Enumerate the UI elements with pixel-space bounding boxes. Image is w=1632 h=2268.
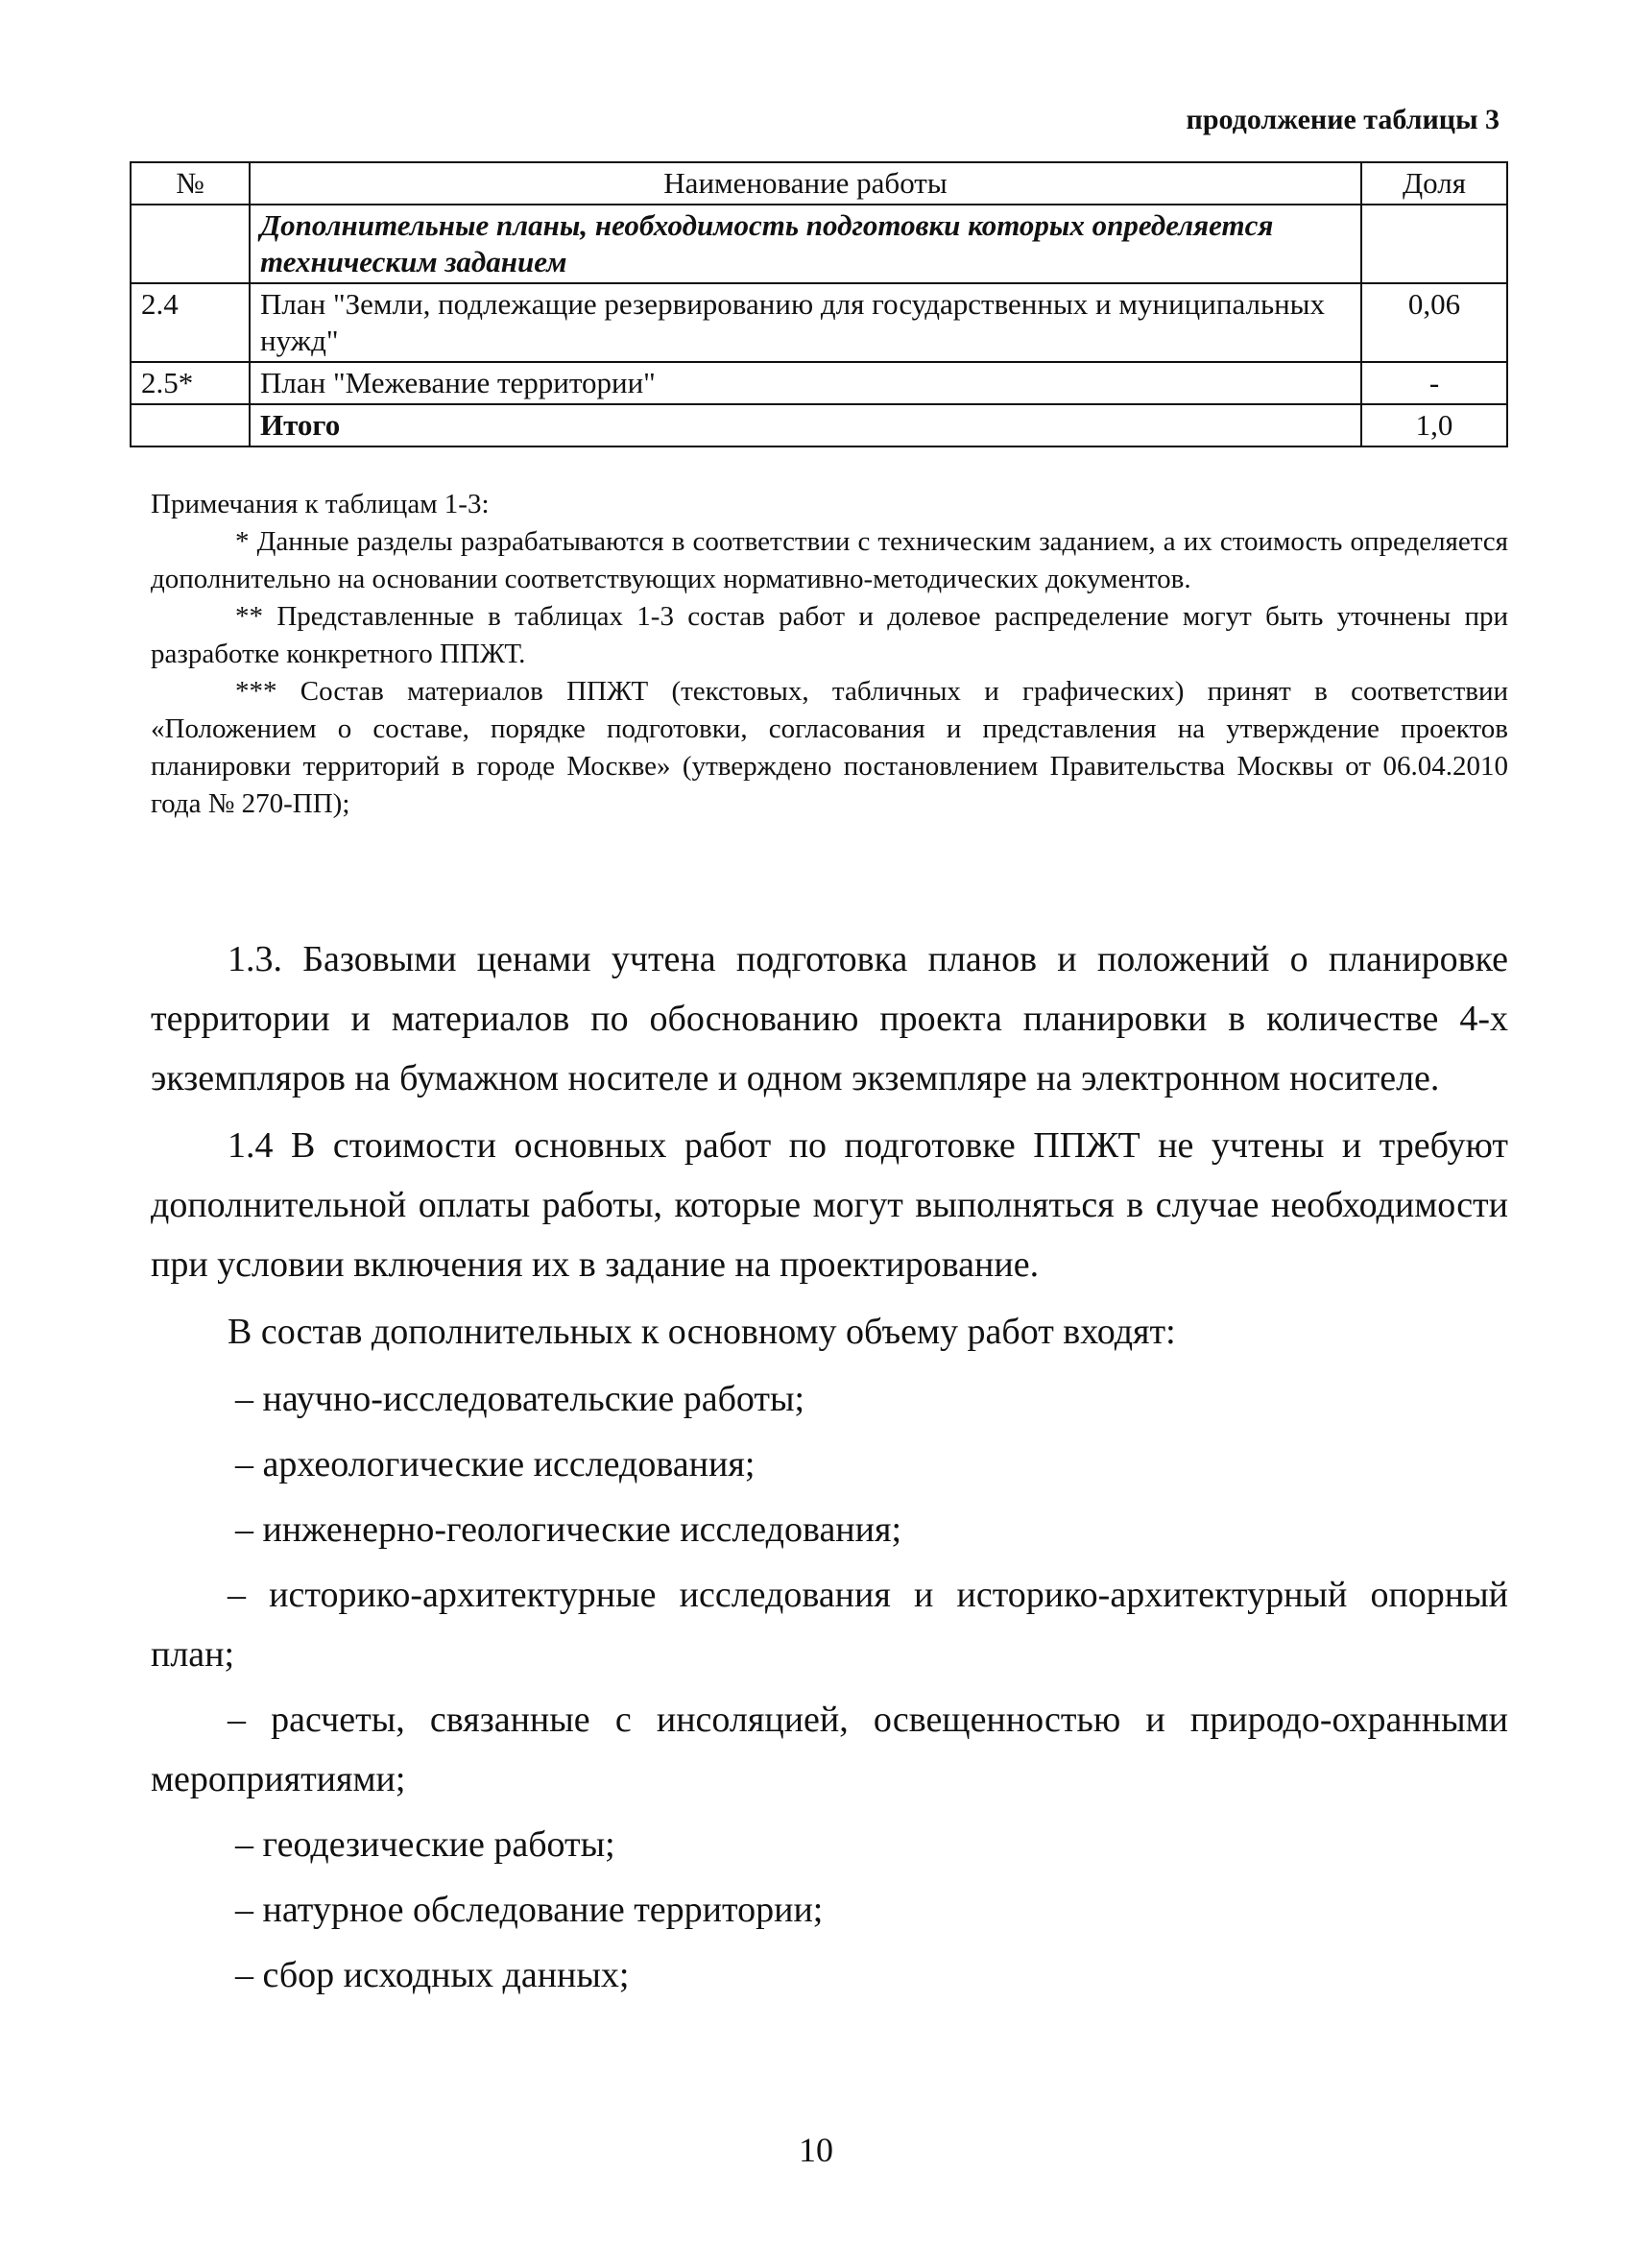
row-number: 2.4 (131, 283, 250, 362)
list-item: – научно-исследовательские работы; (235, 1379, 805, 1419)
list-item: – расчеты, связанные с инсоляцией, освещенностью и природо-охранными мероприятиями; (151, 1700, 1508, 1799)
table-notes (151, 486, 1508, 823)
note-item: *** Состав материалов ППЖТ (текстовых, табличных и графических) принят в соответствии «Положением о составе, порядке подготовки, согласования и представления на утверждение проектов планировки территорий в городе Москве» (утверждено постановлением Правительства Москвы от 06.04.2010 года № 270-ПП); (151, 676, 1508, 819)
notes-title: Примечания к таблицам 1-3: (151, 489, 490, 519)
table-total-row (131, 404, 1507, 446)
note-item: ** Представленные в таблицах 1-3 состав работ и долевое распределение могут быть уточнены при разработке конкретного ППЖТ. (151, 601, 1508, 669)
paragraph-1-3: 1.3. Базовыми ценами учтена подготовка планов и положений о планировке территории и материалов по обоснованию проекта планировки в количестве 4-х экземпляров на бумажном носителе и одном экземпляре на электронном носителе. (151, 939, 1508, 1098)
list-item: – инженерно-геологические исследования; (235, 1509, 902, 1550)
row-work-name: План "Межевание территории" (250, 362, 1361, 404)
table-header-row (131, 162, 1507, 205)
header-share: Доля (1361, 162, 1507, 205)
total-label: Итого (250, 404, 1361, 446)
list-item: – сбор исходных данных; (235, 1955, 630, 1995)
works-table (130, 161, 1508, 447)
row-work-name: План "Земли, подлежащие резервированию для государственных и муниципальных нужд" (250, 283, 1361, 362)
paragraph-1-4: 1.4 В стоимости основных работ по подготовке ППЖТ не учтены и требуют дополнительной оплаты работы, которые могут выполняться в случае необходимости при условии включения их в задание на проектирование. (151, 1125, 1508, 1285)
header-number: № (131, 162, 250, 205)
section-title: Дополнительные планы, необходимость подготовки которых определяется техническим заданием (250, 205, 1361, 283)
list-item: – историко-архитектурные исследования и историко-архитектурный опорный план; (151, 1575, 1508, 1675)
body-text (151, 929, 1508, 2011)
header-work-name: Наименование работы (250, 162, 1361, 205)
list-item: – натурное обследование территории; (235, 1890, 824, 1930)
row-number: 2.5* (131, 362, 250, 404)
paragraph-list-intro: В состав дополнительных к основному объему работ входят: (228, 1312, 1176, 1352)
total-share: 1,0 (1361, 404, 1507, 446)
note-item: * Данные разделы разрабатываются в соответствии с техническим заданием, а их стоимость определяется дополнительно на основании соответствующих нормативно-методических документов. (151, 526, 1508, 594)
table-continuation-label: продолжение таблицы 3 (1186, 104, 1500, 135)
table-section-row (131, 205, 1507, 283)
page-number: 10 (799, 2131, 833, 2169)
row-share: 0,06 (1361, 283, 1507, 362)
row-share: - (1361, 362, 1507, 404)
table-row (131, 362, 1507, 404)
list-item: – геодезические работы; (235, 1824, 615, 1865)
table-row (131, 283, 1507, 362)
list-item: – археологические исследования; (235, 1444, 756, 1484)
